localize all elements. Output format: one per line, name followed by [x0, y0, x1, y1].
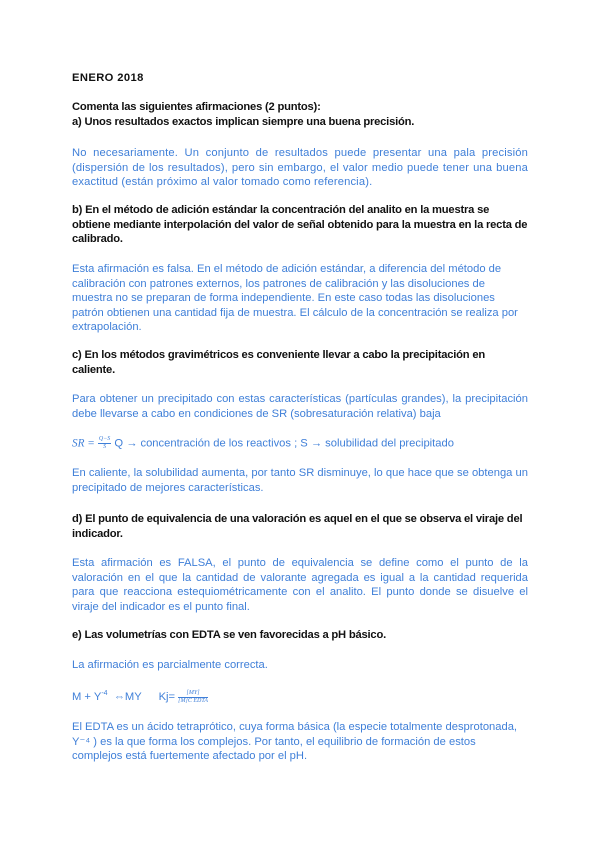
k-fraction-numerator: [MY]: [178, 690, 208, 698]
ligand-charge: -4: [101, 690, 108, 697]
sr-fraction-denominator: S: [103, 444, 107, 450]
question-e: e) Las volumetrías con EDTA se ven favorecidas a pH básico.: [72, 629, 386, 641]
sr-formula: [72, 436, 528, 451]
answer-b: Esta afirmación es falsa. En el método de adición estándar, a diferencia del método de calibración con patrones externos, los patrones de calibración y las disoluciones de muestra no se preparan de forma independiente. En este caso todas las disoluciones patrón obtienen una cantidad fija de muestra. El cálculo de la concentración se realiza por extrapolación.: [72, 263, 518, 334]
k-fraction-denominator: [M]C EDTA: [178, 697, 208, 704]
sr-fraction: [98, 436, 111, 451]
edta-formula: [72, 687, 528, 705]
k-label: Kj=: [158, 691, 176, 703]
answer-e-2: El EDTA es un ácido tetraprótico, cuya forma básica (la especie totalmente desprotonada, Y⁻⁴ ) es la que forma los complejos. Por tanto, el equilibrio de formación de estos complejos está fuertemente afectado por el pH.: [72, 721, 518, 763]
k-fraction: [178, 690, 208, 705]
question-d: d) El punto de equivalencia de una valoración es aquel en el que se observa el viraje del indicador.: [72, 513, 523, 540]
sr-formula-lhs: SR =: [72, 437, 95, 450]
answer-a: No necesariamente. Un conjunto de resultados puede presentar una pala precisión (dispersión de los resultados), pero sin embargo, el valor medio puede tener una buena exactitud (están próximo al valor tomado como referencia).: [72, 147, 528, 189]
sr-fraction-numerator: Q−S: [98, 436, 111, 442]
answer-e-1: La afirmación es parcialmente correcta.: [72, 659, 268, 671]
instruction-heading: Comenta las siguientes afirmaciones (2 puntos):: [72, 101, 321, 113]
document-title: ENERO 2018: [72, 72, 144, 84]
answer-c-2: En caliente, la solubilidad aumenta, por tanto SR disminuye, lo que hace que se obtenga un precipitado de mejores características.: [72, 467, 528, 494]
reaction-rhs: ⇔MY: [113, 691, 142, 703]
answer-c-1: Para obtener un precipitado con estas características (partículas grandes), la precipitación debe llevarse a cabo en condiciones de SR (sobresaturación relativa) baja: [72, 393, 528, 420]
answer-d: Esta afirmación es FALSA, el punto de equivalencia se define como el punto de la valoración en el que la cantidad de valorante agregada es igual a la cantidad requerida para que reacciona estequiométricamente con el analito. El punto donde se disuelve el viraje del indicador es el punto final.: [72, 557, 528, 613]
question-c: c) En los métodos gravimétricos es conveniente llevar a cabo la precipitación en caliente.: [72, 349, 486, 376]
question-a: a) Unos resultados exactos implican siempre una buena precisión.: [72, 116, 415, 128]
sr-formula-legend: Q → concentración de los reactivos ; S → solubilidad del precipitado: [114, 437, 454, 450]
question-b: b) En el método de adición estándar la concentración del analito en la muestra se obtiene mediante interpolación del valor de señal obtenido para la muestra en la recta de calibrado.: [72, 204, 528, 246]
reaction-lhs: M + Y: [72, 691, 102, 703]
